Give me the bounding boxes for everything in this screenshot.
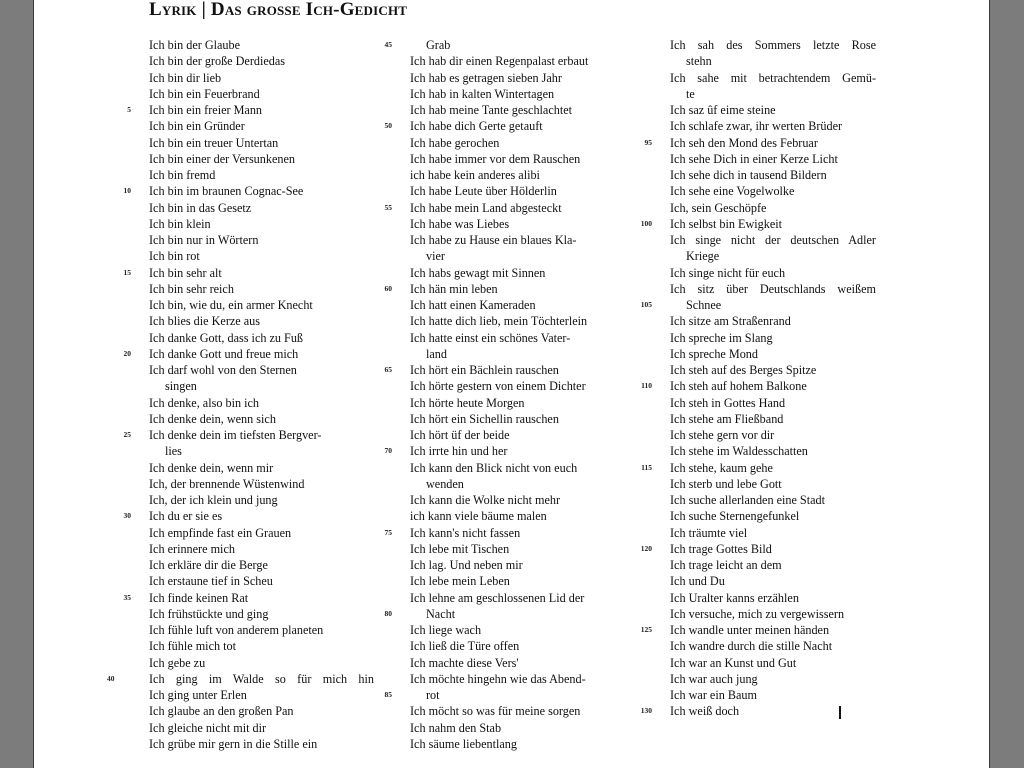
poem-line [670, 330, 876, 346]
line-text: Ich lebe mit Tischen [410, 541, 510, 556]
poem-line [410, 183, 620, 199]
line-text: Ich steh auf des Berges Spitze [670, 363, 817, 377]
line-text: Ich bin ein freier Mann [149, 103, 263, 117]
line-number: 80 [384, 608, 392, 618]
line-text: Ich danke Gott und freue mich [149, 346, 299, 361]
poem-line [149, 118, 374, 134]
line-text: Ich hört ein Sichellin rauschen [410, 411, 559, 426]
line-text: Ich gleiche nicht mit dir [149, 720, 267, 735]
poem-line [670, 427, 876, 443]
line-text: Ich bin einer der Versunkenen [149, 151, 295, 166]
line-text: Ich träumte viel [670, 525, 748, 540]
poem-line [410, 460, 620, 476]
line-text: Ich, der ich klein und jung [149, 493, 278, 507]
line-text: Ich war an Kunst und Gut [670, 655, 797, 670]
line-text: Ich erstaune tief in Scheu [149, 574, 273, 589]
poem-line [670, 411, 876, 427]
line-text: lies [165, 444, 182, 459]
poem-line [149, 232, 374, 248]
poem-line [149, 703, 374, 719]
poem-line [384, 281, 620, 297]
poem-line [410, 53, 620, 69]
line-number: 85 [384, 690, 392, 699]
poem-line [149, 135, 374, 151]
poem-line [384, 118, 620, 134]
poem-line [410, 330, 620, 346]
line-text: Ich suche allerlanden eine Stadt [670, 493, 825, 507]
poem-line [410, 638, 620, 654]
line-number: 35 [123, 592, 131, 602]
poem-line [149, 200, 374, 216]
line-text: Ich sehe Dich in einer Kerze Licht [670, 151, 838, 166]
poem-column-3 [640, 37, 876, 720]
poem-line [670, 200, 876, 216]
poem-line [127, 102, 374, 118]
poem-line [640, 703, 876, 719]
line-text: Ich denke dein, wenn mir [149, 460, 274, 475]
poem-line [641, 460, 876, 476]
poem-line [410, 313, 638, 329]
line-number: 60 [384, 283, 392, 293]
poem-line [149, 622, 374, 638]
poem-line [670, 476, 876, 492]
line-text: Ich singe nicht für euch [670, 265, 786, 280]
poem-line [410, 622, 620, 638]
poem-line [149, 248, 374, 264]
line-text: Ich habe was Liebes [410, 216, 510, 231]
poem-line [149, 638, 374, 654]
line-text: Ich glaube an den großen Pan [149, 704, 294, 719]
line-text: Ich bin, wie du, ein armer Knecht [149, 298, 313, 312]
line-text: Ich bin ein Gründer [149, 119, 245, 134]
line-text: Ich hörte gestern von einem Dichter [410, 379, 586, 394]
poem-line [670, 53, 876, 69]
line-text: Ich war auch jung [670, 671, 758, 686]
line-text: Ich kann den Blick nicht von euch [410, 460, 578, 475]
poem-line [640, 541, 876, 557]
poem-line [640, 622, 876, 638]
line-text: Ich habe zu Hause ein blaues Kla- [410, 233, 577, 247]
poem-line [149, 37, 374, 53]
poem-line [670, 395, 876, 411]
line-text: Ich bin im braunen Cognac-See [149, 184, 304, 199]
poem-line [640, 216, 876, 232]
poem-line [149, 476, 374, 492]
poem-line [670, 362, 876, 378]
line-number: 75 [384, 527, 392, 537]
poem-line [410, 541, 620, 557]
poem-line [410, 395, 620, 411]
poem-line [149, 281, 374, 297]
line-text: Ich denke, also bin ich [149, 395, 259, 410]
line-text: Ich steh auf hohem Balkone [670, 379, 807, 394]
line-text: Ich hört üf der beide [410, 428, 510, 442]
line-text: Ich bin ein treuer Untertan [149, 135, 279, 150]
line-text: Ich frühstückte und ging [149, 606, 269, 621]
poem-line [149, 557, 374, 573]
poem-line [410, 70, 620, 86]
line-number: 125 [640, 625, 652, 634]
poem-line [670, 492, 876, 508]
poem-line [410, 492, 620, 508]
line-text: Ich säume liebentlang [410, 736, 517, 751]
line-text: Ich nahm den Stab [410, 720, 502, 735]
poem-line [149, 541, 374, 557]
line-text: Ich lehne am geschlossenen Lid der [410, 590, 585, 605]
poem-line [123, 265, 374, 281]
line-text: Ich hatte dich lieb, mein Töchterlein [410, 314, 588, 329]
line-text: Ich bin der Glaube [149, 38, 241, 52]
line-text: Ich ging im Walde so für mich hin [149, 671, 374, 686]
line-text: Nacht [426, 606, 456, 621]
line-text: Ich habe Leute über Hölderlin [410, 184, 557, 199]
line-text: Ich war ein Baum [670, 688, 757, 702]
line-text: vier [426, 249, 445, 264]
line-text: Ich danke Gott, dass ich zu Fuß [149, 330, 304, 345]
line-text: Ich bin in das Gesetz [149, 200, 252, 215]
poem-line [410, 671, 620, 687]
line-text: Ich hatte einst ein schönes Vater- [410, 330, 571, 345]
line-text: Ich möcht so was für meine sorgen [410, 704, 581, 719]
line-text: Grab [426, 38, 451, 52]
poem-line [670, 118, 876, 134]
line-text: Ich stehe, kaum gehe [670, 460, 773, 475]
poem-column-1 [107, 37, 374, 752]
poem-line [410, 736, 620, 752]
line-text: Ich erinnere mich [149, 541, 235, 556]
line-text: Ich sterb und lebe Gott [670, 476, 782, 491]
poem-line [410, 720, 620, 736]
poem-line [670, 70, 876, 86]
line-text: Ich sitz über Deutschlands weißem [670, 281, 876, 296]
line-text: Ich bin fremd [149, 168, 216, 182]
line-number: 110 [641, 381, 652, 391]
line-text: Ich, sein Geschöpfe [670, 200, 767, 215]
poem-line [670, 183, 876, 199]
poem-line [410, 135, 620, 151]
poem-line [670, 573, 876, 589]
poem-line [410, 346, 620, 362]
line-text: Ich hatt einen Kameraden [410, 298, 536, 312]
poem-line [410, 232, 620, 248]
line-text: land [426, 346, 447, 361]
poem-line [670, 557, 876, 573]
poem-line [384, 687, 620, 703]
line-text: Ich habe dich Gerte getauft [410, 119, 543, 134]
document-page[interactable] [33, 0, 990, 768]
line-text: Ich blies die Kerze aus [149, 314, 260, 329]
line-number: 5 [127, 105, 131, 114]
poem-line [384, 443, 620, 459]
line-number: 50 [384, 121, 392, 131]
line-text: Ich sehe eine Vogelwolke [670, 184, 795, 199]
poem-line [670, 86, 876, 102]
poem-line [670, 508, 876, 524]
line-text: Ich empfinde fast ein Grauen [149, 525, 292, 540]
line-number: 20 [123, 348, 131, 358]
poem-line [149, 313, 374, 329]
line-text: Ich hört ein Bächlein rauschen [410, 363, 559, 377]
poem-line [149, 151, 374, 167]
line-text: Ich finde keinen Rat [149, 590, 249, 605]
line-number: 15 [123, 267, 131, 277]
line-text: stehn [686, 54, 712, 69]
poem-line [670, 102, 876, 118]
poem-line [149, 86, 374, 102]
line-text: Ich hän min leben [410, 281, 498, 296]
line-text: Ich gebe zu [149, 655, 206, 670]
line-number: 120 [640, 543, 652, 553]
poem-line [149, 460, 374, 476]
poem-line [410, 151, 620, 167]
poem-line [410, 655, 620, 671]
line-text: Kriege [686, 249, 720, 264]
poem-line [670, 232, 876, 248]
line-text: Ich darf wohl von den Sternen [149, 363, 297, 377]
line-text: rot [426, 688, 440, 702]
line-text: Ich ließ die Türe offen [410, 639, 520, 654]
line-number: 40 [107, 673, 115, 683]
poem-line [410, 590, 620, 606]
poem-line [410, 86, 620, 102]
poem-line [670, 265, 876, 281]
line-text: Ich lag. Und neben mir [410, 558, 523, 572]
line-number: 25 [123, 430, 131, 439]
line-text: Ich lebe mein Leben [410, 574, 510, 589]
line-text: Ich fühle mich tot [149, 639, 236, 654]
line-number: 45 [384, 40, 392, 49]
poem-line [670, 655, 876, 671]
line-number: 100 [640, 218, 652, 228]
line-text: Ich denke dein im tiefsten Bergver- [149, 428, 322, 442]
poem-line [410, 573, 620, 589]
poem-line [670, 37, 876, 53]
line-text: Ich denke dein, wenn sich [149, 411, 276, 426]
line-text: singen [165, 379, 197, 394]
poem-line [149, 443, 374, 459]
line-number: 130 [640, 706, 652, 716]
line-text: ich kann viele bäume malen [410, 509, 547, 524]
line-text: Ich bin nur in Wörtern [149, 233, 259, 247]
poem-line [644, 135, 876, 151]
line-text: Ich habe mein Land abgesteckt [410, 200, 562, 215]
poem-line [149, 362, 374, 378]
poem-line [410, 411, 620, 427]
line-text: Ich suche Sternengefunkel [670, 509, 800, 524]
text-cursor [839, 706, 841, 719]
line-text: Ich hab es getragen sieben Jahr [410, 70, 562, 85]
poem-line [670, 248, 876, 264]
poem-line [384, 606, 620, 622]
line-text: Ich wandre durch die stille Nacht [670, 639, 833, 654]
line-text: Ich und Du [670, 574, 725, 589]
poem-line [670, 525, 876, 541]
line-text: Ich hab in kalten Wintertagen [410, 86, 555, 101]
line-text: Ich trage Gottes Bild [670, 541, 772, 556]
line-text: te [686, 86, 695, 101]
poem-line [410, 378, 620, 394]
line-text: Ich habe gerochen [410, 135, 500, 150]
line-number: 30 [123, 511, 131, 521]
poem-line [123, 590, 374, 606]
poem-line [149, 736, 374, 752]
line-text: Ich bin dir lieb [149, 70, 222, 85]
poem-line [670, 346, 876, 362]
poem-line [410, 102, 620, 118]
poem-line [410, 508, 620, 524]
line-text: Ich sehe dich in tausend Bildern [670, 168, 827, 182]
line-number: 55 [384, 202, 392, 212]
line-text: Ich sah des Sommers letzte Rose [670, 38, 876, 52]
line-text: Ich schlafe zwar, ihr werten Brüder [670, 119, 843, 134]
line-text: Ich steh in Gottes Hand [670, 395, 786, 410]
line-number: 70 [384, 446, 392, 456]
line-text: Ich kann die Wolke nicht mehr [410, 493, 561, 507]
poem-line [410, 216, 620, 232]
poem-line [410, 557, 620, 573]
poem-line [149, 411, 374, 427]
poem-line [670, 590, 876, 606]
line-text: Ich bin ein Feuerbrand [149, 86, 260, 101]
line-text: Ich du er sie es [149, 509, 223, 524]
document-title: Lyrik | Das grosse Ich-Gedicht [149, 0, 408, 20]
line-text: Ich habe immer vor dem Rauschen [410, 151, 581, 166]
line-text: Ich seh den Mond des Februar [670, 135, 818, 150]
poem-column-2 [384, 37, 620, 752]
poem-line [640, 297, 876, 313]
line-text: Ich habs gewagt mit Sinnen [410, 265, 546, 280]
line-text: Ich sahe mit betrachtendem Gemü- [670, 70, 876, 85]
line-text: Ich Uralter kanns erzählen [670, 590, 799, 605]
line-text: Ich singe nicht der deutschen Adler [670, 233, 876, 247]
poem-line [149, 216, 374, 232]
line-text: Ich, der brennende Wüstenwind [149, 476, 305, 491]
line-text: Ich weiß doch [670, 704, 740, 719]
poem-line [670, 443, 876, 459]
poem-line [670, 151, 876, 167]
line-text: Ich spreche Mond [670, 346, 758, 361]
poem-line [149, 297, 374, 313]
poem-line [123, 427, 374, 443]
line-text: Ich bin rot [149, 249, 200, 264]
poem-line [384, 362, 620, 378]
poem-line [149, 378, 374, 394]
line-text: Ich bin klein [149, 216, 211, 231]
poem-line [149, 606, 374, 622]
poem-line [123, 346, 374, 362]
poem-line [670, 687, 876, 703]
line-text: wenden [426, 476, 464, 491]
line-text: Ich grübe mir gern in die Stille ein [149, 736, 318, 751]
poem-line [149, 687, 374, 703]
line-text: Ich hab meine Tante geschlachtet [410, 103, 573, 117]
line-text: Schnee [686, 298, 722, 312]
poem-line [410, 476, 620, 492]
poem-line [410, 248, 620, 264]
line-text: Ich liege wach [410, 623, 482, 637]
poem-line [149, 330, 374, 346]
poem-line [123, 508, 374, 524]
poem-line [149, 525, 374, 541]
poem-line [670, 313, 876, 329]
line-text: Ich stehe am Fließband [670, 411, 784, 426]
poem-line [410, 703, 620, 719]
line-text: Ich kann's nicht fassen [410, 525, 521, 540]
line-text: Ich möchte hingehn wie das Abend- [410, 671, 586, 686]
poem-line [410, 167, 620, 183]
line-text: Ich machte diese Vers' [410, 655, 519, 670]
poem-line [149, 53, 374, 69]
line-text: Ich bin der große Derdiedas [149, 54, 286, 69]
line-text: Ich saz ûf eime steine [670, 103, 776, 117]
line-text: Ich wandle unter meinen händen [670, 623, 830, 637]
poem-line [384, 200, 620, 216]
poem-line [384, 37, 620, 53]
line-number: 115 [641, 462, 652, 472]
poem-line [123, 183, 374, 199]
poem-line [410, 297, 620, 313]
line-number: 65 [384, 365, 392, 374]
poem-line [149, 395, 374, 411]
poem-line [149, 492, 374, 508]
poem-line [410, 265, 620, 281]
poem-line [670, 671, 876, 687]
line-text: Ich bin sehr alt [149, 265, 222, 280]
line-text: Ich fühle luft von anderem planeten [149, 623, 324, 637]
poem-line [149, 70, 374, 86]
line-text: Ich stehe im Waldesschatten [670, 444, 808, 459]
poem-line [410, 427, 620, 443]
line-text: ich habe kein anderes alibi [410, 168, 540, 182]
line-text: Ich hab dir einen Regenpalast erbaut [410, 54, 589, 69]
poem-line [670, 638, 876, 654]
poem-line [670, 167, 876, 183]
line-number: 95 [644, 137, 652, 147]
line-text: Ich trage leicht an dem [670, 558, 782, 572]
line-text: Ich spreche im Slang [670, 330, 773, 345]
line-text: Ich sitze am Straßenrand [670, 314, 791, 329]
line-number: 10 [123, 186, 131, 196]
poem-line [384, 525, 620, 541]
poem-line [670, 281, 876, 297]
line-text: Ich irrte hin und her [410, 444, 508, 459]
line-text: Ich erkläre dir die Berge [149, 558, 268, 572]
poem-line [670, 606, 876, 622]
line-text: Ich bin sehr reich [149, 281, 234, 296]
line-text: Ich stehe gern vor dir [670, 428, 775, 442]
poem-line [149, 655, 374, 671]
line-number: 105 [640, 300, 652, 309]
line-text: Ich selbst bin Ewigkeit [670, 216, 783, 231]
poem-line [149, 720, 374, 736]
poem-line [149, 573, 374, 589]
poem-line [107, 671, 374, 687]
poem-line [149, 167, 374, 183]
line-text: Ich versuche, mich zu vergewissern [670, 606, 845, 621]
poem-line [641, 378, 876, 394]
line-text: Ich hörte heute Morgen [410, 395, 525, 410]
line-text: Ich ging unter Erlen [149, 688, 247, 702]
